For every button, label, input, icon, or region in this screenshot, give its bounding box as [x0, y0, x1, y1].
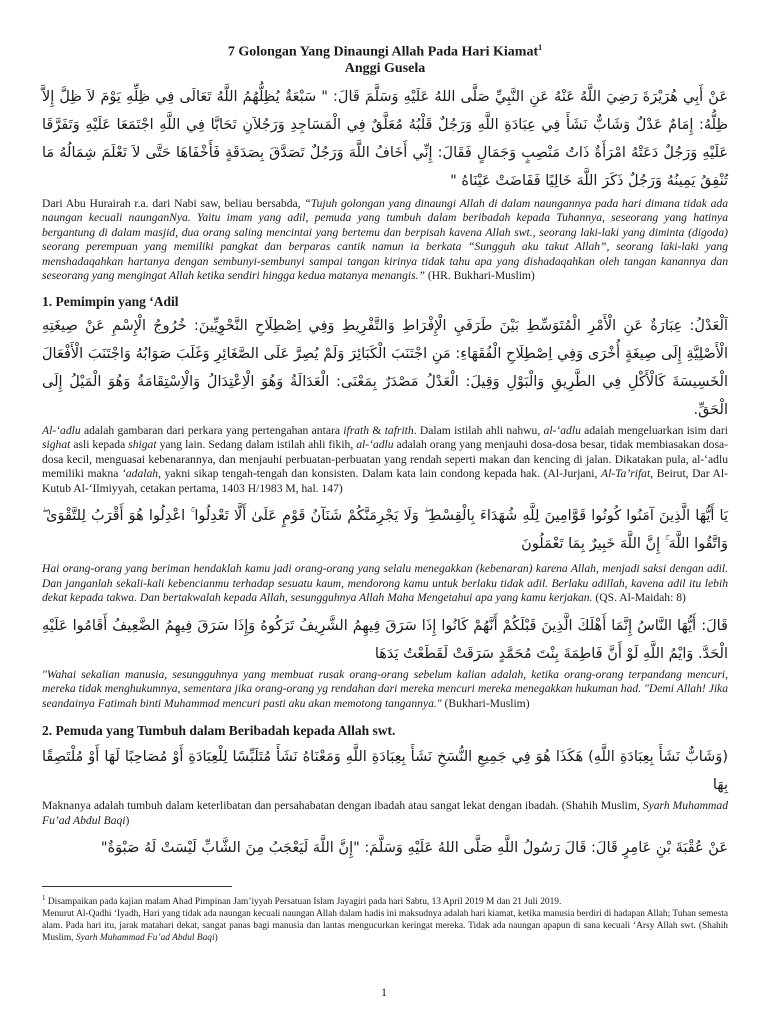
section-1-heading: 1. Pemimpin yang ‘Adil: [42, 293, 179, 309]
page-number: 1: [381, 985, 387, 999]
footnote-line-2: Menurut Al-Qadhi ‘Iyadh, Hari yang tidak ada naungan kecuali naungan Allah dalam hadis ini maksudnya adalah hari kiamat, ketika manusia berdiri di hadapan Allah; Tuhan semesta alam. Pada hari itu, jarak matahari dekat, sangat panas bagi manusia dan lantas mengucurkan keringat mereka. Tidak ada naungan apapun di sana kecuali ‘Arsy Allah swt. (Shahih Muslim,: [42, 909, 729, 944]
section-2-hadith-arabic: عَنْ عُقْبَةَ بْنِ عَامِرٍ قَالَ: قَالَ رَسُولُ اللَّهِ صَلَّى اللهُ عَلَيْهِ وَسَلَّمَ: "إِنَّ اللَّهَ لَيَعْجَبُ مِنَ الشَّابِّ لَيْسَتْ لَهُ صَبْوَةٌ": [100, 840, 728, 857]
hadith-1-arabic: عَنْ أَبِي هُرَيْرَةَ رَضِيَ اللَّهُ عَنْهُ عَنِ النَّبِيِّ صَلَّى اللهُ عَلَيْهِ وَسَلَّمَ قَالَ: " سَبْعَةٌ يُظِلُّهُمُ اللَّهُ تَعَالَى فِي ظِلِّهِ يَوْمَ لاَ ظِلَّ إِلاَّ ظِلُّهُ: إِمَامٌ عَدْلٌ وَشَابٌّ نَشَأَ فِي عِبَادَةِ اللَّهِ وَرَجُلٌ قَلْبُهُ مُعَلَّقٌ فِي الْمَسَاجِدِ وَرَجُلاَنِ تَحَابَّا فِي اللَّهِ اجْتَمَعَا عَلَيْهِ وَتَفَرَّقَا عَلَيْهِ وَرَجُلٌ دَعَتْهُ امْرَأَةٌ ذَاتُ مَنْصِبٍ وَجَمَالٍ فَقَالَ: إِنِّي أَخَافُ اللَّهَ وَرَجُلٌ تَصَدَّقَ بِصَدَقَةٍ فَأَخْفَاهَا حَتَّى لاَ تَعْلَمَ شِمَالُهُ مَا تُنْفِقُ يَمِينُهُ وَرَجُلٌ ذَكَرَ اللَّهَ خَالِيًا فَفَاضَتْ عَيْنَاهُ ": [42, 88, 728, 189]
title-footnote-marker[interactable]: 1: [538, 43, 543, 52]
quran-verse-translation: Hai orang-orang yang beriman hendaklah kamu jadi orang-orang yang selalu menegakkan (kebenaran) karena Allah, menjadi saksi dengan adil. Dan janganlah sekali-kali kebencianmu terhadap sesuatu kaum, mendorong kamu untuk berlaku tidak adil. Berlaku adillah, kavena adil itu lebih dekat kepada takwa. Dan bertakwalah kepada Allah, sesungguhnya Allah Maha Mengetahui apa yang kamu kerjakan. (QS. Al-Maidah: 8): [42, 562, 728, 605]
section-1-explanation: Al-‘adlu adalah gambaran dari perkara yang pertengahan antara ifrath & tafrith. Dalam istilah ahli nahwu, al-‘adlu adalah mengeluarkan isim dari sighat asli kepada shigat yang lain. Sedang dalam istilah ahli fikih, al-‘adlu adalah orang yang menjauhi dosa-dosa besar, tidak membiasakan dosa-dosa kecil, menguasai kebenarannya, dan menjauhi perbuatan-perbuatan yang rendah seperti makan dan kencing di jalan. Dikatakan pula, al-‘adlu memiliki makna ‘adalah, yakni sikap tengah-tengah dan konsisten. Dalam kata lain condong kepada hak. (Al-Jurjani, Al-Ta’rifat, Beirut, Dar Al-Kutub Al-‘Ilmiyyah, cetakan pertama, 1403 H/1983 M, hal. 147): [42, 423, 728, 495]
footnote-marker: 1: [42, 894, 46, 902]
footnote-line-1: Disampaikan pada kajian malam Ahad Pimpinan Jam’iyyah Persatuan Islam Jayagiri pada hari Sabtu, 13 April 2019 M dan 21 Juli 2019.: [45, 897, 562, 908]
hadith-2-translation: "Wahai sekalian manusia, sesungguhnya yang membuat rusak orang-orang sebelum kalian adalah, ketika orang-orang terpandang mencuri, mereka tidak menghukumnya, sementara jika orang-orang yg rendahan dari mereka mencuri mereka menegakkan hukuman had. "Demi Allah! Jika seandainya Fatimah binti Muhammad mencuri pasti aku akan memotong tangannya." (Bukhari-Muslim): [42, 667, 728, 710]
section-1-arabic-definition: اَلْعَدْلُ: عِبَارَةٌ عَنِ الْأَمْرِ الْمُتَوَسِّطِ بَيْنَ طَرَفَيِ الْإِفْرَاطِ وَالتَّفْرِيطِ وَفِي اِصْطِلَاحِ النَّحْوِيِّينَ: خُرُوجُ الْإِسْمِ عَنْ صِيغَتِهِ الْأَصْلِيَّةِ إِلَى صِيغَةٍ أُخْرَى وَفِي اِصْطِلَاحِ الْفُقَهَاءِ: مَنِ اجْتَنَبَ الْكَبَائِرَ وَلَمْ يُصِرَّ عَلَى الصَّغَائِرِ وَغَلَبَ صَوَابُهُ وَاجْتَنَبَ الْأَفْعَالَ الْخَسِيسَةَ كَالْأَكْلِ فِي الطَّرِيقِ وَالْبَوْلِ وَقِيلَ: الْعَدْلُ مَصْدَرٌ بِمَعْنَى: الْعَدَالَةُ وَهُوَ الْاِعْتِدَالُ وَالْاِسْتِقَامَةُ وَهُوَ الْمَيْلُ إِلَى الْحَقِّ.: [42, 317, 728, 418]
footnote: $^1$ Disampaikan pada kajian malam Ahad Pimpinan Jam’iyyah Persatuan Islam Jayagiri pada hari Sabtu, 13 April 2019 M dan 21 Juli 2019. Menurut Al-Qadhi ‘Iyadh, Hari yang tidak ada naungan kecuali naungan Allah dalam hadis ini maksudnya adalah hari kiamat, ketika manusia berdiri di hadapan Allah; Tuhan semesta alam. Pada hari itu, jarak matahari dekat, sangat panas bagi manusia dan lantas mengucurkan keringat mereka. Tidak ada naungan apapun di sana kecuali ‘Arsy Allah swt. (Shahih Muslim, Syarh Muhammad Fu’ad Abdul Baqi): [42, 894, 729, 944]
hadith-1-lead: Dari Abu Hurairah r.a. dari Nabi saw, beliau bersabda,: [42, 196, 305, 210]
title-text: 7 Golongan Yang Dinaungi Allah Pada Hari Kiamat: [227, 44, 539, 60]
section-2-heading: 2. Pemuda yang Tumbuh dalam Beribadah kepada Allah swt.: [42, 723, 396, 739]
document-title: [42, 40, 728, 61]
hadith-1-translation-text: “Tujuh golongan yang dinaungi Allah di dalam naungannya pada hari dimana tidak ada naungan kecuali naunganNya. Yaitu imam yang adil, pemuda yang tumbuh dalam beribadah kepada Tuhannya, seseorang yang hatinya bergantung di dalam masjid, dua orang saling mencintai yang bertemu dan berpisah kavena Allah swt., seorang laki-laki yang diminta (digoda) seorang perempuan yang memiliki pangkat dan berparas cantik namun ia berkata “Sungguh aku takut Allah”, seorang laki-laki yang menshadaqahkan hartanya dengan sembunyi-sembunyi sampai tangan kirinya tidak tahu apa yang dishadaqahkan oleh tangan kanannya dan seseorang yang mengingat Allah ketika sendiri hingga kedua matanya menangis.”: [42, 196, 728, 283]
section-2-arabic: (وَشَابٌّ نَشَأَ بِعِبَادَةِ اللَّهِ) هَكَذَا هُوَ فِي جَمِيعِ النُّسَخِ نَشَأَ بِعِبَادَةِ اللَّهِ وَمَعْنَاهُ نَشَأَ مُتَلَبِّسًا لِلْعِبَادَةِ أَوْ مُصَاحِبًا لَهَا أَوْ مُلْتَصِقًا بِهَا: [42, 749, 728, 794]
quran-verse-arabic: يَا أَيُّهَا الَّذِينَ آمَنُوا كُونُوا قَوَّامِينَ لِلَّهِ شُهَدَاءَ بِالْقِسْطِ ۖ وَلَا يَجْرِمَنَّكُمْ شَنَآنُ قَوْمٍ عَلَىٰ أَلَّا تَعْدِلُوا ۚ اعْدِلُوا هُوَ أَقْرَبُ لِلتَّقْوَىٰ ۖ وَاتَّقُوا اللَّهَ ۚ إِنَّ اللَّهَ خَبِيرٌ بِمَا تَعْمَلُونَ: [42, 508, 728, 553]
section-2-explanation: Maknanya adalah tumbuh dalam keterlibatan dan persahabatan dengan ibadah atau sangat lekat dengan ibadah. (Shahih Muslim, Syarh Muhammad Fu’ad Abdul Baqi): [42, 799, 729, 827]
document-author: Anggi Gusela: [344, 60, 426, 76]
hadith-2-arabic: قَالَ: أَيُّهَا النَّاسُ إِنَّمَا أَهْلَكَ الَّذِينَ قَبْلَكُمْ أَنَّهُمْ كَانُوا إِذَا سَرَقَ فِيهِمُ الشَّرِيفُ تَرَكُوهُ وَإِذَا سَرَقَ فِيهِمُ الضَّعِيفُ أَقَامُوا عَلَيْهِ الْحَدَّ. وَايْمُ اللَّهِ لَوْ أَنَّ فَاطِمَةَ بِنْتَ مُحَمَّدٍ سَرَقَتْ لَقَطَعْتُ يَدَهَا: [42, 617, 728, 662]
footnote-book: Syarh Muhammad Fu’ad Abdul Baqi: [75, 933, 215, 944]
hadith-1-translation: [42, 197, 728, 284]
hadith-1-source: (HR. Bukhari-Muslim): [424, 269, 535, 283]
footnote-divider: [42, 886, 232, 887]
